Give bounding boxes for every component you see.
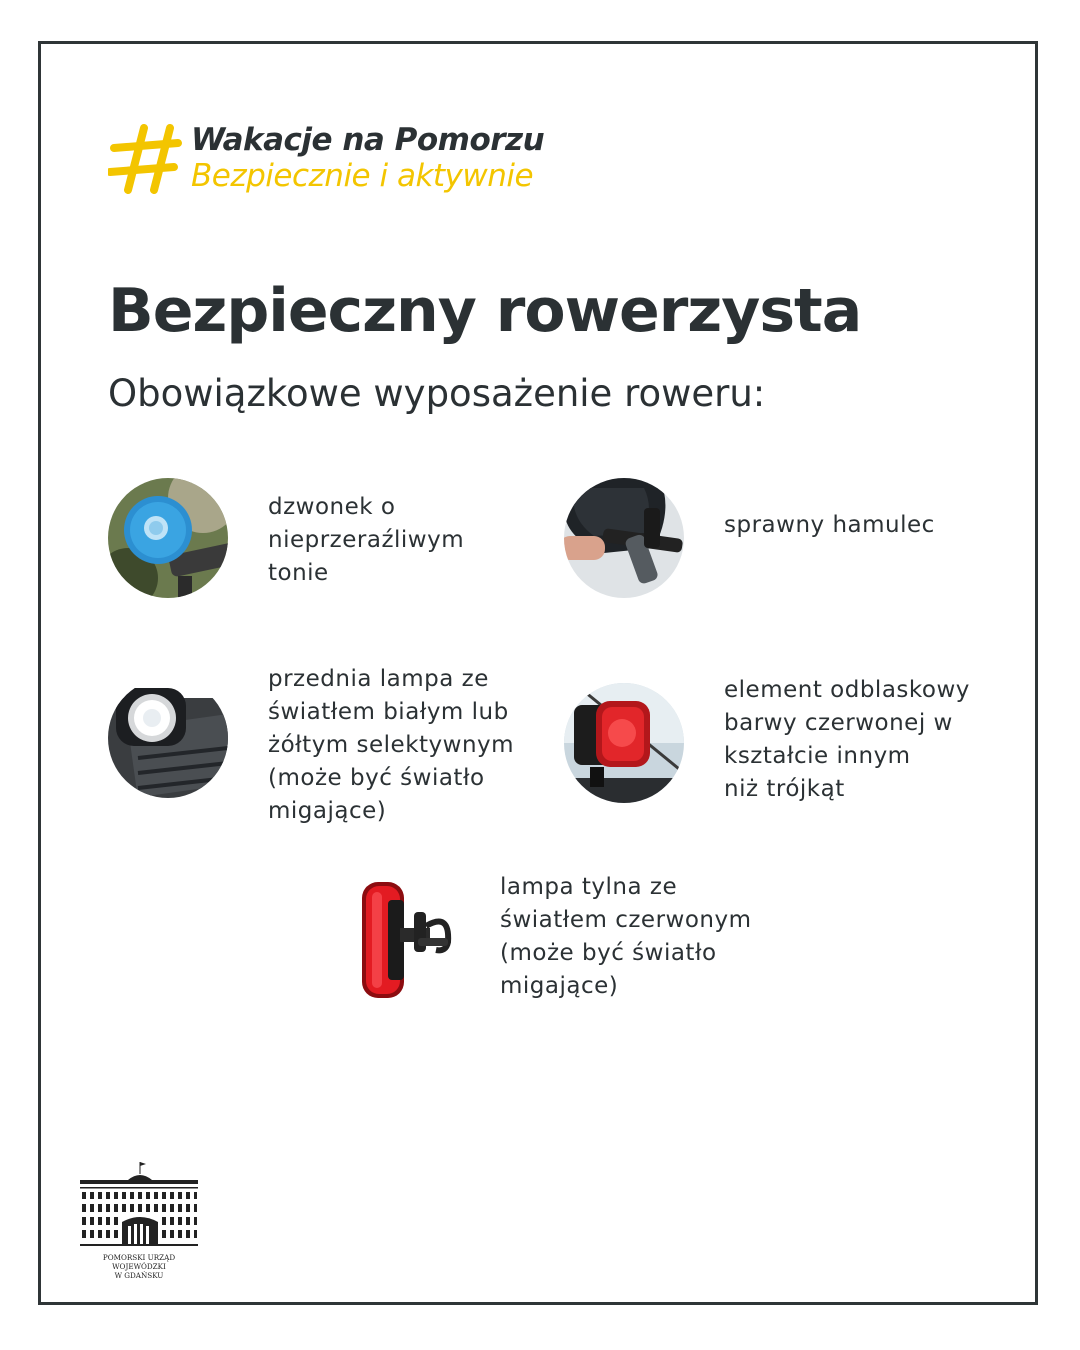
item-bell-text: dzwonek o nieprzeraźliwym tonie xyxy=(268,494,465,586)
footer-logo xyxy=(76,1160,202,1280)
hashtag-icon xyxy=(108,124,182,194)
item-front-lamp-text: przednia lampa ze światłem białym lub żółtym selektywnym (może być światło migające) xyxy=(268,666,515,824)
brake-lever-photo xyxy=(564,478,684,598)
voivodeship-office-building-logo xyxy=(76,1160,202,1250)
brand-line-2: Bezpiecznie i aktywnie xyxy=(191,158,534,194)
item-brake-text: sprawny hamulec xyxy=(724,512,935,538)
footer-logo-caption: POMORSKI URZĄD WOJEWÓDZKI W GDAŃSKU xyxy=(102,1253,176,1280)
bike-bell-photo xyxy=(108,478,228,598)
item-reflector-text: element odblaskowy barwy czerwonej w kształcie innym niż trójkąt xyxy=(724,677,970,802)
front-lamp-photo xyxy=(108,678,228,798)
item-rear-lamp-text: lampa tylna ze światłem czerwonym (może być światło migające) xyxy=(500,874,752,999)
poster-frame xyxy=(38,41,1038,1305)
page-title: Bezpieczny rowerzysta xyxy=(108,276,862,346)
page-subtitle: Obowiązkowe wyposażenie roweru: xyxy=(108,372,766,415)
brand-line-1: Wakacje na Pomorzu xyxy=(191,122,545,158)
rear-lamp-photo xyxy=(352,878,456,1000)
red-reflector-photo xyxy=(564,683,684,803)
